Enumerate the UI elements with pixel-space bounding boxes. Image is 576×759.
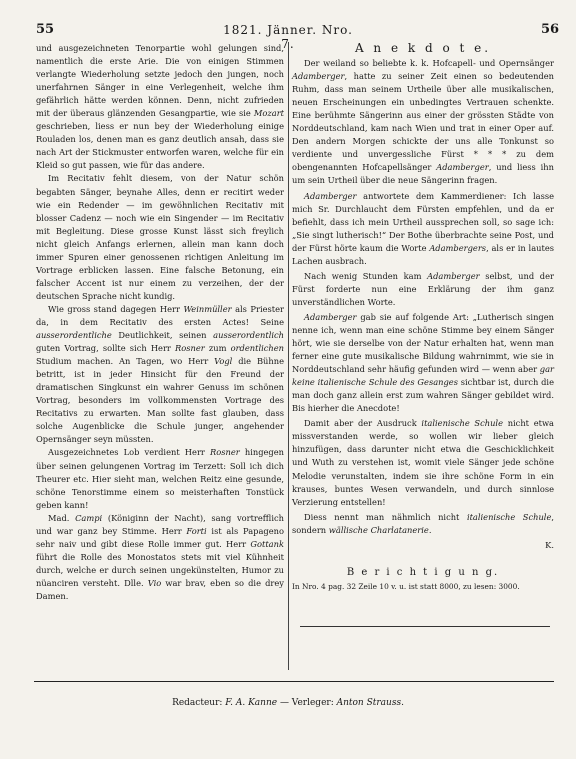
paragraph: Der weiland so beliebte k. k. Hofcapell- und Opernsänger Adamberger, hatte zu seiner Zeit einen so bedeutenden Ruhm, dass man seinem Urtheile über alle musikalischen, neuen Erscheinungen ein unbedingtes Vertrauen schenkte. Eine berühmte Sängerinn aus einer der grössten Städte von Norddeutschland, kam nach Wien und trat in einer Oper auf. Den andern Morgen schickte der uns alle Tonkunst so verdiente und unvergessliche Fürst * * * zu dem obengenannten Hofcapellsänger Adamberger, und liess ihn um sein Urtheil über die neue Sängerinn fragen. xyxy=(292,58,554,186)
imprint-footer: Redacteur: F. A. Kanne — Verleger: Anton Strauss. xyxy=(172,698,404,708)
paragraph: Damit aber der Ausdruck italienische Schule nicht etwa missverstanden werde, so wollen wir lieber gleich hinzufügen, dass darunter nicht etwa die Geschicklichkeit und Wuth zu verstehen ist, womit viele Sänger jede schöne Melodie verunstalten, indem sie ihre schöne Form in ein krauses, buntes Wesen verwandeln, und durch sinnlose Verzierung entstellen! xyxy=(292,418,554,507)
page-number-right: 56 xyxy=(541,22,560,37)
editor-name: F. A. Kanne xyxy=(225,698,278,708)
publisher-name: Anton Strauss. xyxy=(336,698,404,708)
paragraph: und ausgezeichneten Tenorpartie wohl gelungen sind, namentlich die erste Arie. Die von einigen Stimmen verlangte Wiederholung setzte jedoch den jungen, noch unerfahrnen Sänger in eine Verlegenheit, welche ihm gefährlich hätte werden können. Denn, nicht zufrieden mit der überaus glänzenden Gesangpartie, wie sie Mozart geschrieben, liess er nun bey der Wiederholung einige Rouladen los, denen man es ganz deutlich ansah, dass sie nach Art der Stickmuster entworfen waren, welche für ein Kleid so gut passen, wie für das andere. xyxy=(36,43,284,171)
footer-rule xyxy=(34,681,554,682)
right-column xyxy=(292,42,554,592)
paragraph: Adamberger gab sie auf folgende Art: „Lutherisch singen nenne ich, wenn man eine schöne Stimme bey einem Sänger hört, wie sie derselbe von der Natur erhalten hat, wenn man ferner eine gute musikalische Bildung wahrnimmt, wie sie in Norddeutschland sehr häufig gefunden wird — wenn aber gar keine italienische Schule des Gesanges sichtbar ist, durch die man doch ganz allein erst zum wahren Sänger gebildet wird. Bis hierher die Anecdote! xyxy=(292,311,554,414)
paragraph: Wie gross stand dagegen Herr Weinmüller als Priester da, in dem Recitativ des ersten Actes! Seine ausserordentliche Deutlichkeit, seinen ausserordentlich guten Vortrag, sollte sich Herr Rosner zum ordentlichen Studium machen. An Tagen, wo Herr Vogl die Bühne betritt, ist in jeder Hinsicht für den Freund der dramatischen Singkunst ein wahrer Genuss im schönen Vortrag, besonders im vollkommensten Vortrage des Recitativs zu erwarten. Man sollte fast glauben, dass solche Augenblicke die Schule junger, angehender Opernsänger seyn müssten. xyxy=(36,303,284,445)
paragraph: Mad. Campi (Königinn der Nacht), sang vortrefflich und war ganz bey Stimme. Herr Forti ist als Papageno sehr naiv und gibt diese Rolle immer gut. Herr Gottank führt die Rolle des Monostatos stets mit viel Kühnheit durch, welche er durch seinen ungekünstelten, Humor zu nüanciren versteht. Dlle. Vio war brav, eben so die drey Damen. xyxy=(36,512,284,601)
section-rule xyxy=(300,626,550,627)
author-signature: K. xyxy=(545,539,554,550)
correction-text: In Nro. 4 pag. 32 Zeile 10 v. u. ist statt 8000, zu lesen: 3000. xyxy=(292,581,520,591)
correction-title: B e r i c h t i g u n g. xyxy=(346,566,500,578)
issue-header: 1821. Jänner. Nro. 7. xyxy=(223,23,353,51)
column-divider xyxy=(288,42,289,670)
paragraph: Diess nennt man nähmlich nicht italienische Schule, sondern wällische Charlatanerie. xyxy=(292,511,554,535)
paragraph: Nach wenig Stunden kam Adamberger selbst, und der Fürst forderte nun eine Erklärung der ihm ganz unverständlichen Worte. xyxy=(292,270,554,307)
paragraph: Im Recitativ fehlt diesem, von der Natur schön begabten Sänger, beynahe Alles, denn er recitirt weder wie ein Redender — im gewöhnlichen Recitativ mit blosser Cadenz — noch wie ein Singender — im Recitativ mit Begleitung. Diese grosse Kunst lässt sich freylich nicht gleich Anfangs erlernen, allein man kann doch immer Spuren einer genossenen richtigen Anleitung im Vortrage erblicken lassen. Eine falsche Betonung, ein falscher Accent ist nur einem zu verzeihen, der der deutschen Sprache nicht kundig. xyxy=(36,173,284,301)
left-column xyxy=(36,42,284,603)
anecdote-title: A n e k d o t e. xyxy=(354,41,492,55)
page-number-left: 55 xyxy=(36,22,55,37)
paragraph: Ausgezeichnetes Lob verdient Herr Rosner hingegen über seinen gelungenen Vortrag im Terzett: Soll ich dich Theurer etc. Hier sieht man, welchen Reitz eine gesunde, schöne Tenorstimme einem so meisterhaften Tonstück geben kann! xyxy=(36,447,285,510)
paragraph: Adamberger antwortete dem Kammerdiener: Ich lasse mich Sr. Durchlaucht dem Fürsten empfehlen, und da er befiehlt, dass ich mein Urtheil aussprechen soll, so sage ich: „Sie singt lutherisch!“ Der Bothe überbrachte seine Post, und der Fürst hörte kaum die Worte Adambergers, als er in lautes Lachen ausbrach. xyxy=(292,190,554,266)
